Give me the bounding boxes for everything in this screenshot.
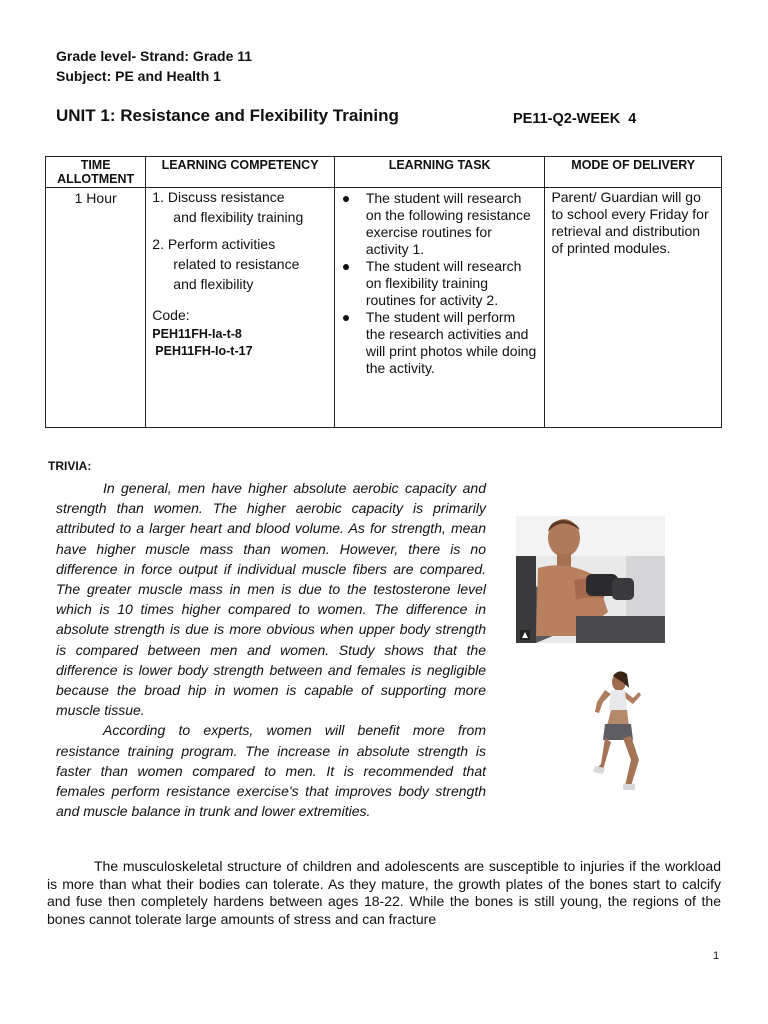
competency-2-line-3: and flexibility (173, 276, 254, 292)
learning-competency-cell (146, 188, 335, 428)
man-lifting-dumbbell-photo (516, 516, 665, 643)
competency-item-1 (152, 189, 334, 226)
unit-title: UNIT 1: Resistance and Flexibility Training (56, 106, 399, 125)
grade-level-line: Grade level- Strand: Grade 11 (56, 48, 253, 64)
task-text: The student will research on flexibility training routines for activity 2. (365, 258, 522, 308)
competency-1-line-1: 1. Discuss resistance (152, 189, 285, 205)
trivia-text (56, 478, 486, 821)
task-text: The student will research on the following resistance exercise routines for activity 1. (365, 190, 531, 257)
page-number: 1 (713, 950, 720, 962)
header-learning-competency: LEARNING COMPETENCY (146, 157, 335, 188)
task-text: The student will perform the research activities and will print photos while doing the activity. (365, 309, 537, 376)
learning-task-cell (334, 188, 545, 428)
code-label: Code: (152, 307, 190, 323)
time-allotment-cell (46, 188, 146, 428)
competency-1-line-2: and flexibility training (173, 209, 304, 225)
list-item (341, 258, 537, 309)
header-time-allotment: TIME ALLOTMENT (46, 157, 146, 188)
trivia-paragraph-2: According to experts, women will benefit more from resistance training program. The increase in absolute strength is faster than women compared to men. It is recommended that females perform resistance exercise's that improves body strength and muscle balance in trunk and lower extremities. (56, 722, 486, 820)
trivia-label: TRIVIA: (48, 459, 92, 473)
learning-task-list (341, 190, 537, 377)
competency-code-1: PEH11FH-Ia-t-8 (152, 327, 242, 341)
table-row (46, 188, 722, 428)
mode-of-delivery-cell (545, 188, 722, 428)
lesson-plan-table (45, 156, 722, 428)
header-learning-task: LEARNING TASK (334, 157, 545, 188)
subject-line: Subject: PE and Health 1 (56, 68, 221, 84)
header-mode-of-delivery: MODE OF DELIVERY (545, 157, 722, 188)
competency-2-line-1: 2. Perform activities (152, 236, 276, 252)
competency-code-2: PEH11FH-Io-t-17 (155, 344, 253, 358)
bullet-icon: ● (341, 309, 351, 325)
woman-exercising-photo (583, 668, 703, 795)
time-allotment-value: 1 Hour (74, 190, 117, 206)
table-header-row (46, 157, 722, 188)
bullet-icon: ● (341, 190, 351, 206)
competency-2-line-2: related to resistance (173, 256, 300, 272)
list-item (341, 309, 537, 377)
competency-item-2 (152, 236, 334, 293)
week-code: PE11-Q2-WEEK 4 (513, 111, 637, 127)
trivia-paragraph-1: In general, men have higher absolute aerobic capacity and strength than women. The higher aerobic capacity is primarily attributed to a larger heart and blood volume. As for strength, mean have higher muscle mass than women. However, there is no difference in force output if individual muscle fibers are compared. The greater muscle mass in men is due to the testosterone level which is 10 times higher compared to women. The difference in absolute strength is due is more obvious when upper body strength is compared between men and women. Study shows that the difference is lower body strength between and females is negligible because the broad hip in women is capable of supporting more muscle tissue. (56, 480, 486, 719)
list-item (341, 190, 537, 258)
mode-of-delivery-text: Parent/ Guardian will go to school every Friday for retrieval and distribution of printed modules. (551, 189, 709, 256)
body-paragraph: The musculoskeletal structure of children and adolescents are susceptible to injuries if the workload is more than what their bodies can tolerate. As they mature, the growth plates of the bones start to calcify and fuse then completely hardens between ages 18-22. While the bones is still young, the regions of the bones cannot tolerate large amounts of stress and can fracture (47, 858, 721, 927)
bullet-icon: ● (341, 258, 351, 274)
